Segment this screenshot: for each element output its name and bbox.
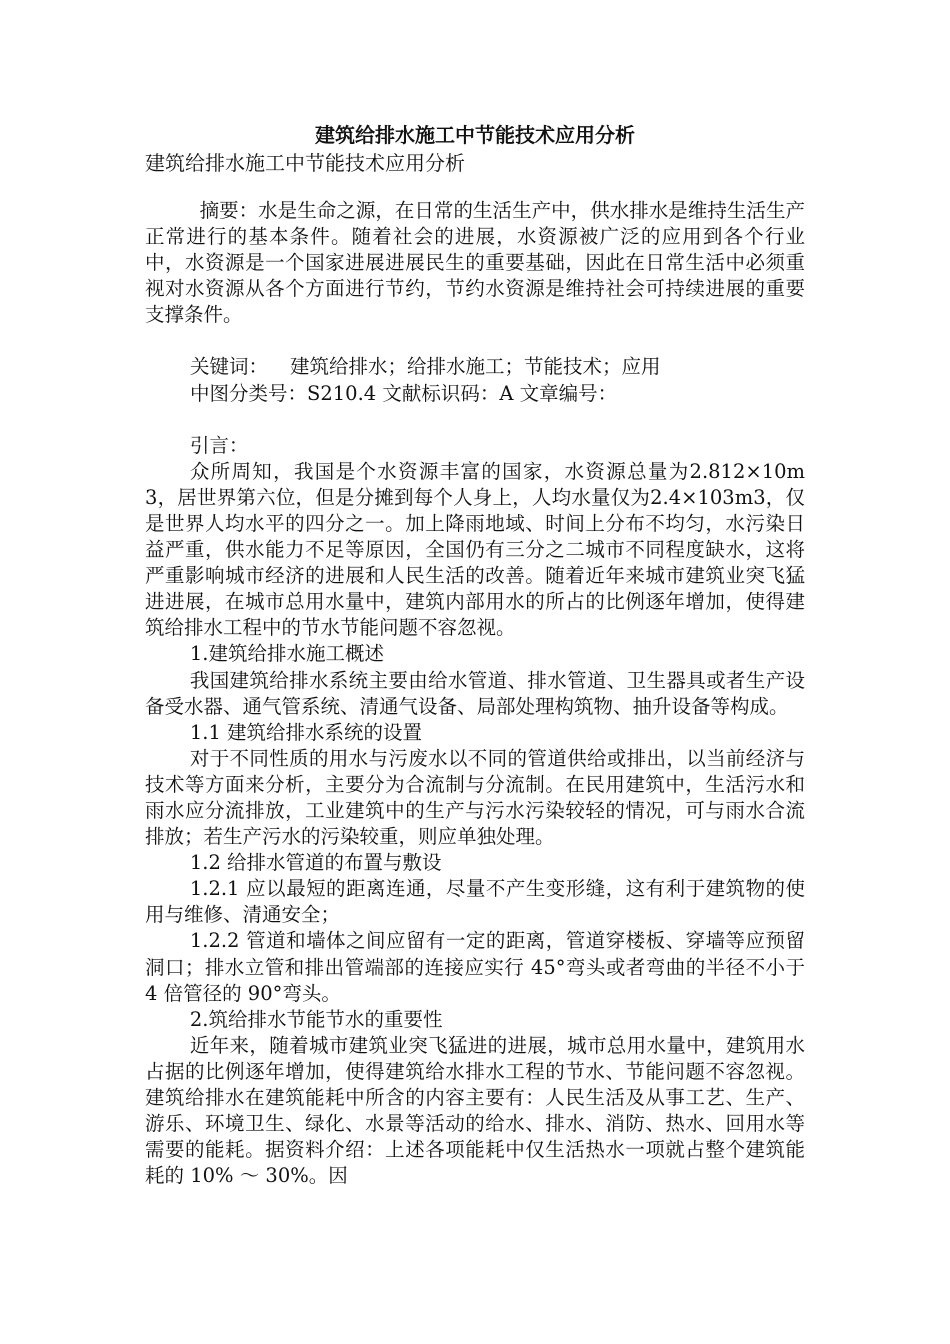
intro-paragraph: 众所周知，我国是个水资源丰富的国家，水资源总量为2.812×10m3，居世界第六位，但是分摊到每个人身上，人均水量仅为2.4×103m3，仅是世界人均水平的四分之一。加上降雨地域、时间上分布不均匀，水污染日益严重，供水能力不足等原因，全国仍有三分之二城市不同程度缺水，这将严重影响城市经济的进展和人民生活的改善。随着近年来城市建筑业突飞猛进进展，在城市总用水量中，建筑内部用水的所占的比例逐年增加，使得建筑给排水工程中的节水节能问题不容忽视。 <box>145 459 805 640</box>
section-1-paragraph: 我国建筑给排水系统主要由给水管道、排水管道、卫生器具或者生产设备受水器、通气管系统、清通气设备、局部处理构筑物、抽升设备等构成。 <box>145 668 805 718</box>
section-1-heading: 1.建筑给排水施工概述 <box>189 642 384 666</box>
intro-heading: 引言： <box>189 433 249 457</box>
abstract-paragraph: 摘要：水是生命之源，在日常的生活生产中，供水排水是维持生活生产正常进行的基本条件。随着社会的进展，水资源被广泛的应用到各个行业中，水资源是一个国家进展进展民生的重要基础，因此在日常生活中必须重视对水资源从各个方面进行节约，节约水资源是维持社会可持续进展的重要支撑条件。 <box>145 199 805 327</box>
keywords-line <box>145 354 805 380</box>
document-body <box>145 198 805 1189</box>
section-1-2-2-paragraph: 1.2.2 管道和墙体之间应留有一定的距离，管道穿楼板、穿墙等应预留洞口；排水立管和排出管端部的连接应实行 45°弯头或者弯曲的半径不小于 4 倍管径的 90°弯头。 <box>145 929 805 1005</box>
classification-line: 中图分类号：S210.4 文献标识码：A 文章编号： <box>190 381 618 405</box>
section-1-2-1-paragraph: 1.2.1 应以最短的距离连通，尽量不产生变形缝，这有利于建筑物的使用与维修、清通安全； <box>145 877 805 927</box>
section-2-heading: 2.筑给排水节能节水的重要性 <box>189 1007 443 1031</box>
document-subtitle: 建筑给排水施工中节能技术应用分析 <box>145 151 465 175</box>
section-2-paragraph: 近年来，随着城市建筑业突飞猛进的进展，城市总用水量中，建筑用水占据的比例逐年增加，使得建筑给水排水工程的节水、节能问题不容忽视。建筑给排水在建筑能耗中所含的内容主要有：人民生活及从事工艺、生产、游乐、环境卫生、绿化、水景等活动的给水、排水、消防、热水、回用水等需要的能耗。据资料介绍：上述各项能耗中仅生活热水一项就占整个建筑能耗的 10% ～ 30%。因 <box>145 1033 805 1188</box>
section-1-1-heading: 1.1 建筑给排水系统的设置 <box>189 720 423 744</box>
paragraph-gap <box>145 328 805 354</box>
section-1-2-heading: 1.2 给排水管道的布置与敷设 <box>189 851 442 875</box>
paragraph-gap <box>145 407 805 433</box>
document-title: 建筑给排水施工中节能技术应用分析 <box>315 123 635 147</box>
section-1-1-paragraph: 对于不同性质的用水与污废水以不同的管道供给或排出，以当前经济与技术等方面来分析，主要分为合流制与分流制。在民用建筑中，生活污水和雨水应分流排放，工业建筑中的生产与污水污染较轻的情况，可与雨水合流排放；若生产污水的污染较重，则应单独处理。 <box>145 746 805 849</box>
keywords-value: 建筑给排水；给排水施工；节能技术；应用 <box>290 355 661 379</box>
keywords-label: 关键词： <box>190 355 269 379</box>
